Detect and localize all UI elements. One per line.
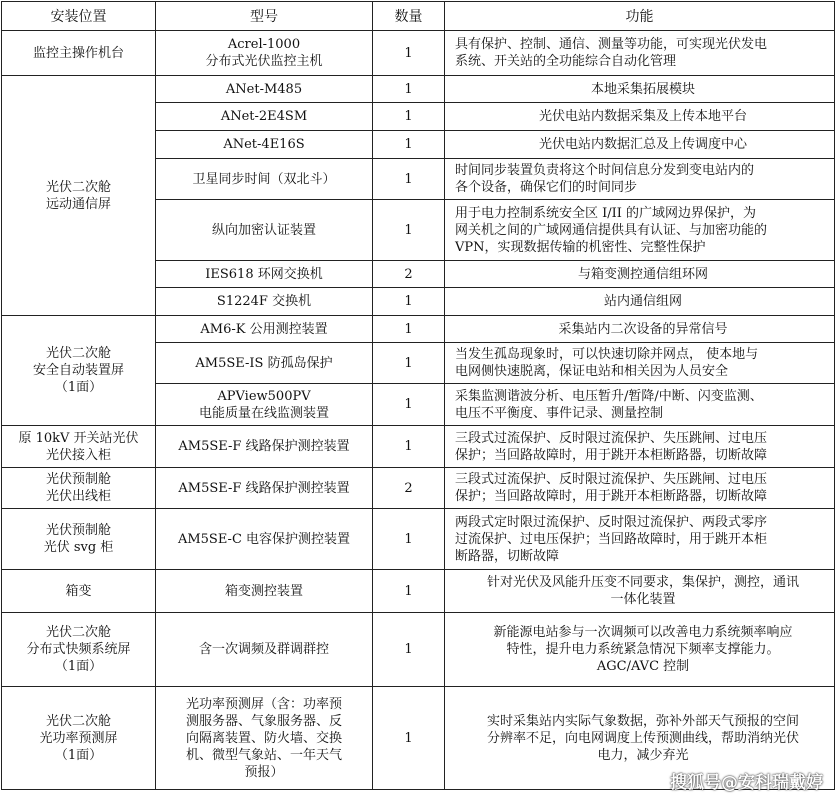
header-row bbox=[2, 2, 835, 31]
function-cell: 光伏电站内数据汇总及上传调度中心 bbox=[445, 131, 835, 159]
function-cell: 时间同步装置负责将这个时间信息分发到变电站内的 各个设备，确保它们的时间同步 bbox=[445, 159, 835, 200]
table-row bbox=[2, 570, 835, 613]
model-cell: APView500PV 电能质量在线监测装置 bbox=[156, 384, 373, 426]
function-cell: 采集监测谐波分析、电压暂升/暂降/中断、闪变监测、 电压不平衡度、事件记录、测量控制 bbox=[445, 384, 835, 426]
qty-cell: 1 bbox=[373, 343, 445, 384]
model-cell: ANet-2E4SM bbox=[156, 103, 373, 131]
qty-cell: 2 bbox=[373, 468, 445, 509]
function-cell: 与箱变测控通信组环网 bbox=[445, 261, 835, 288]
model-cell: 卫星同步时间（双北斗） bbox=[156, 159, 373, 200]
model-cell: AM5SE-IS 防孤岛保护 bbox=[156, 343, 373, 384]
qty-cell: 1 bbox=[373, 288, 445, 316]
qty-cell: 1 bbox=[373, 159, 445, 200]
function-cell: 站内通信组网 bbox=[445, 288, 835, 316]
function-cell: 实时采集站内实际气象数据，弥补外部天气预报的空间 分辨率不足，向电网调度上传预测曲线，帮助消纳光伏 电力，减少弃光 bbox=[445, 687, 835, 790]
model-cell: 箱变测控装置 bbox=[156, 570, 373, 613]
table-row bbox=[2, 76, 835, 103]
header-model: 型号 bbox=[156, 2, 373, 31]
qty-cell: 1 bbox=[373, 316, 445, 343]
function-cell: 三段式过流保护、反时限过流保护、失压跳闸、过电压 保护；当回路故障时，用于跳开本柜断路器，切断故障 bbox=[445, 426, 835, 468]
table-row bbox=[2, 613, 835, 687]
qty-cell: 1 bbox=[373, 31, 445, 76]
location-cell: 光伏二次舱 分布式快频系统屏 （1面） bbox=[2, 613, 156, 687]
qty-cell: 1 bbox=[373, 103, 445, 131]
model-cell: AM6-K 公用测控装置 bbox=[156, 316, 373, 343]
model-cell: ANet-M485 bbox=[156, 76, 373, 103]
table-row bbox=[2, 31, 835, 76]
header-function: 功能 bbox=[445, 2, 835, 31]
qty-cell: 1 bbox=[373, 200, 445, 261]
model-cell: 含一次调频及群调群控 bbox=[156, 613, 373, 687]
qty-cell: 1 bbox=[373, 76, 445, 103]
location-cell: 原 10kV 开关站光伏 光伏接入柜 bbox=[2, 426, 156, 468]
table-row bbox=[2, 316, 835, 343]
qty-cell: 2 bbox=[373, 261, 445, 288]
table-row bbox=[2, 426, 835, 468]
function-cell: 具有保护、控制、通信、测量等功能，可实现光伏发电 系统、开关站的全功能综合自动化管理 bbox=[445, 31, 835, 76]
model-cell: AM5SE-F 线路保护测控装置 bbox=[156, 468, 373, 509]
location-cell: 光伏预制舱 光伏 svg 柜 bbox=[2, 509, 156, 570]
location-cell: 箱变 bbox=[2, 570, 156, 613]
model-cell: 纵向加密认证装置 bbox=[156, 200, 373, 261]
qty-cell: 1 bbox=[373, 509, 445, 570]
location-cell: 光伏二次舱 光功率预测屏 （1面） bbox=[2, 687, 156, 790]
model-cell: IES618 环网交换机 bbox=[156, 261, 373, 288]
header-quantity: 数量 bbox=[373, 2, 445, 31]
table-row bbox=[2, 509, 835, 570]
function-cell: 光伏电站内数据采集及上传本地平台 bbox=[445, 103, 835, 131]
location-cell: 光伏二次舱 远动通信屏 bbox=[2, 76, 156, 316]
qty-cell: 1 bbox=[373, 384, 445, 426]
table-row bbox=[2, 468, 835, 509]
model-cell: Acrel-1000 分布式光伏监控主机 bbox=[156, 31, 373, 76]
function-cell: 新能源电站参与一次调频可以改善电力系统频率响应 特性，提升电力系统紧急情况下频率支撑能力。 AGC/AVC 控制 bbox=[445, 613, 835, 687]
model-cell: AM5SE-F 线路保护测控装置 bbox=[156, 426, 373, 468]
function-cell: 针对光伏及风能升压变不同要求，集保护，测控，通讯 一体化装置 bbox=[445, 570, 835, 613]
qty-cell: 1 bbox=[373, 687, 445, 790]
function-cell: 本地采集拓展模块 bbox=[445, 76, 835, 103]
model-cell: 光功率预测屏（含：功率预 测服务器、气象服务器、反 向隔离装置、防火墙、交换 机、微型气象站、一年天气 预报） bbox=[156, 687, 373, 790]
header-location: 安装位置 bbox=[2, 2, 156, 31]
model-cell: ANet-4E16S bbox=[156, 131, 373, 159]
function-cell: 采集站内二次设备的异常信号 bbox=[445, 316, 835, 343]
qty-cell: 1 bbox=[373, 570, 445, 613]
function-cell: 用于电力控制系统安全区 I/II 的广域网边界保护，为 网关机之间的广域网通信提供具有认证、与加密功能的 VPN，实现数据传输的机密性、完整性保护 bbox=[445, 200, 835, 261]
function-cell: 当发生孤岛现象时，可以快速切除并网点， 使本地与 电网侧快速脱离，保证电站和相关因为人员安全 bbox=[445, 343, 835, 384]
location-cell: 光伏预制舱 光伏出线柜 bbox=[2, 468, 156, 509]
location-cell: 监控主操作机台 bbox=[2, 31, 156, 76]
qty-cell: 1 bbox=[373, 131, 445, 159]
location-cell: 光伏二次舱 安全自动装置屏 （1面） bbox=[2, 316, 156, 426]
model-cell: S1224F 交换机 bbox=[156, 288, 373, 316]
model-cell: AM5SE-C 电容保护测控装置 bbox=[156, 509, 373, 570]
function-cell: 两段式定时限过流保护、反时限过流保护、两段式零序 过流保护、过电压保护；当回路故障时，用于跳开本柜 断路器，切断故障 bbox=[445, 509, 835, 570]
equipment-table bbox=[1, 1, 835, 790]
qty-cell: 1 bbox=[373, 426, 445, 468]
function-cell: 三段式过流保护、反时限过流保护、失压跳闸、过电压 保护；当回路故障时，用于跳开本柜断路器，切断故障 bbox=[445, 468, 835, 509]
qty-cell: 1 bbox=[373, 613, 445, 687]
watermark: 搜狐号@安科瑞戴婷 bbox=[670, 773, 823, 793]
